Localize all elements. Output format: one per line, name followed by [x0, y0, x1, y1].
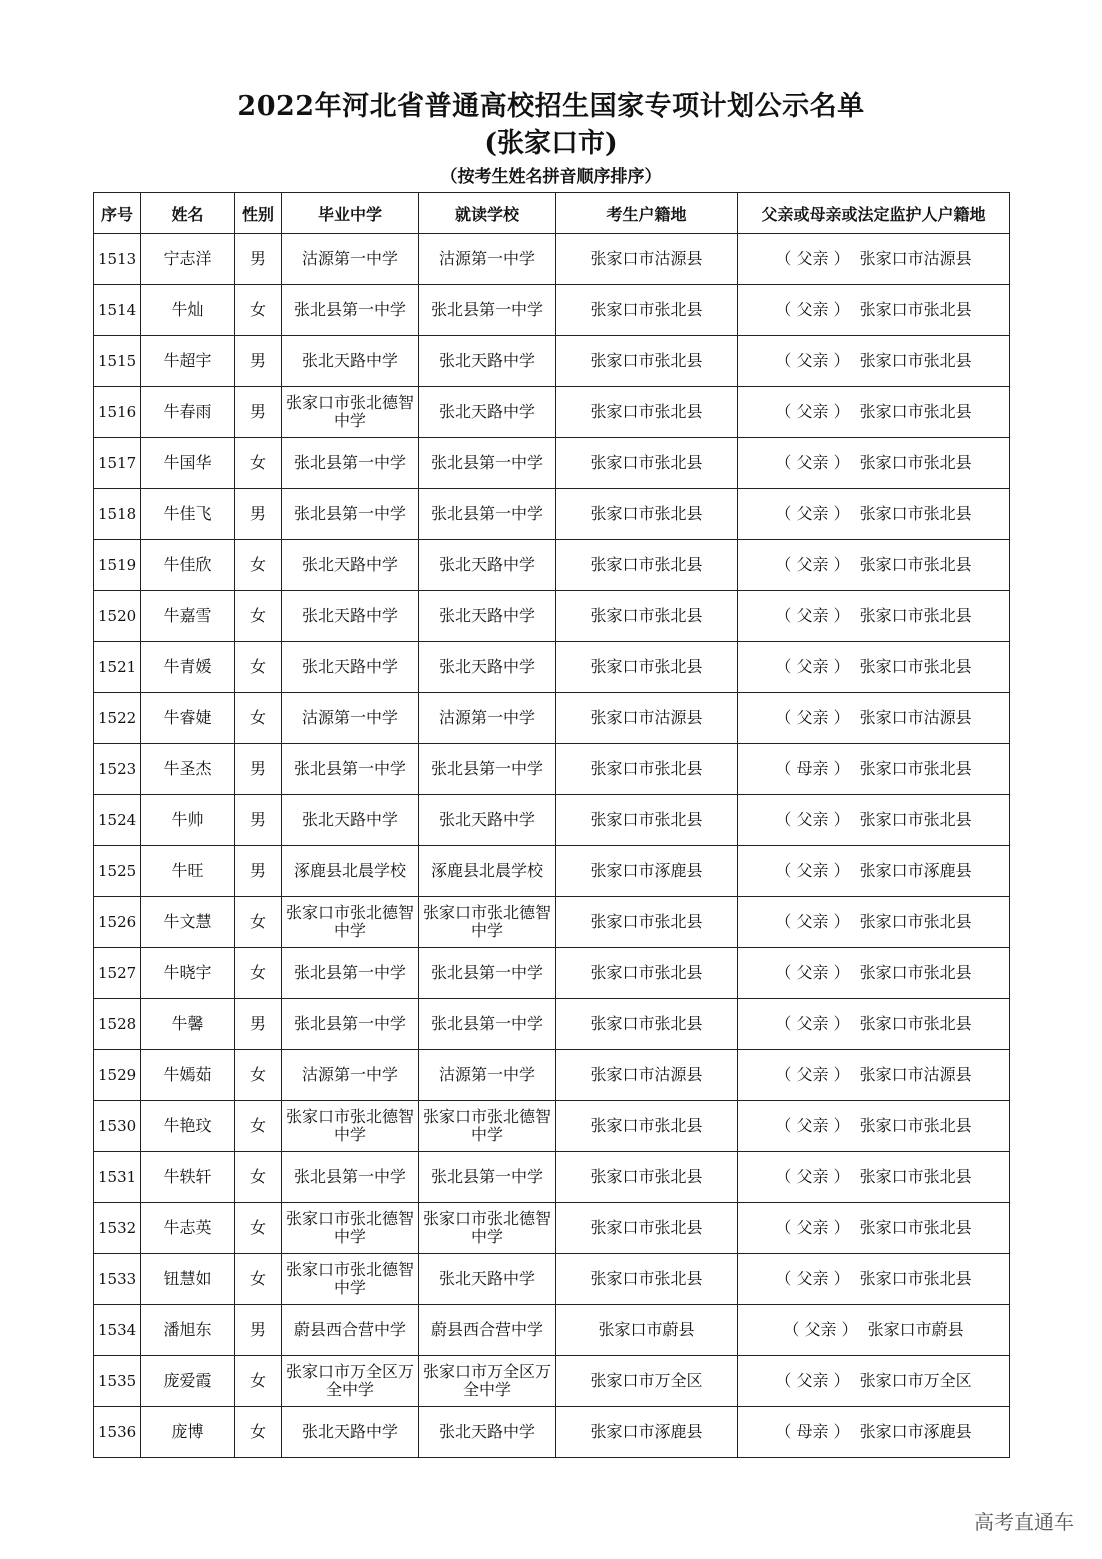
cell-current-school: 张北县第一中学: [419, 999, 556, 1050]
cell-gender: 女: [235, 438, 282, 489]
guardian-hukou: 张家口市张北县: [859, 1218, 972, 1237]
table-row: [94, 1356, 1010, 1407]
guardian-role: （ 母亲 ）: [775, 1422, 850, 1441]
cell-hukou: 张家口市张北县: [556, 999, 738, 1050]
table-row: [94, 744, 1010, 795]
cell-hukou: 张家口市蔚县: [556, 1305, 738, 1356]
cell-guardian: [738, 438, 1010, 489]
table-row: [94, 234, 1010, 285]
cell-current-school: 蔚县西合营中学: [419, 1305, 556, 1356]
cell-name: 牛睿婕: [141, 693, 235, 744]
cell-current-school: 张北天路中学: [419, 1254, 556, 1305]
table-row: [94, 999, 1010, 1050]
col-header-guardian-hukou: 父亲或母亲或法定监护人户籍地: [738, 193, 1010, 234]
table-row: [94, 948, 1010, 999]
table-row: [94, 540, 1010, 591]
sort-note: （按考生姓名拼音顺序排序）: [440, 167, 662, 187]
cell-grad-school: 涿鹿县北晨学校: [282, 846, 419, 897]
guardian-role: （ 父亲 ）: [775, 1269, 850, 1288]
cell-gender: 女: [235, 642, 282, 693]
cell-grad-school: 沽源第一中学: [282, 1050, 419, 1101]
cell-gender: 女: [235, 1356, 282, 1407]
cell-name: 牛佳欣: [141, 540, 235, 591]
cell-name: 庞爱霞: [141, 1356, 235, 1407]
cell-gender: 男: [235, 387, 282, 438]
cell-seq: 1519: [94, 540, 141, 591]
cell-guardian: [738, 1254, 1010, 1305]
cell-gender: 女: [235, 1152, 282, 1203]
guardian-role: （ 父亲 ）: [775, 861, 850, 880]
cell-grad-school: 张家口市万全区万全中学: [282, 1356, 419, 1407]
guardian-hukou: 张家口市蔚县: [867, 1320, 964, 1339]
cell-current-school: 张北天路中学: [419, 336, 556, 387]
cell-seq: 1523: [94, 744, 141, 795]
cell-seq: 1513: [94, 234, 141, 285]
cell-hukou: 张家口市张北县: [556, 744, 738, 795]
cell-grad-school: 张北县第一中学: [282, 285, 419, 336]
cell-current-school: 张北县第一中学: [419, 438, 556, 489]
cell-hukou: 张家口市张北县: [556, 1203, 738, 1254]
title-block: [0, 88, 1102, 190]
guardian-role: （ 母亲 ）: [775, 759, 850, 778]
cell-seq: 1524: [94, 795, 141, 846]
table-row: [94, 795, 1010, 846]
cell-current-school: 张北天路中学: [419, 540, 556, 591]
cell-current-school: 张北天路中学: [419, 795, 556, 846]
cell-seq: 1522: [94, 693, 141, 744]
cell-guardian: [738, 846, 1010, 897]
cell-hukou: 张家口市张北县: [556, 285, 738, 336]
cell-name: 牛轶轩: [141, 1152, 235, 1203]
cell-gender: 女: [235, 1101, 282, 1152]
cell-guardian: [738, 387, 1010, 438]
cell-hukou: 张家口市沽源县: [556, 234, 738, 285]
cell-guardian: [738, 1203, 1010, 1254]
cell-grad-school: 张家口市张北德智中学: [282, 897, 419, 948]
guardian-role: （ 父亲 ）: [775, 606, 850, 625]
guardian-hukou: 张家口市张北县: [859, 555, 972, 574]
cell-seq: 1534: [94, 1305, 141, 1356]
cell-name: 宁志洋: [141, 234, 235, 285]
cell-hukou: 张家口市张北县: [556, 897, 738, 948]
guardian-role: （ 父亲 ）: [775, 453, 850, 472]
cell-current-school: 张北县第一中学: [419, 1152, 556, 1203]
cell-guardian: [738, 999, 1010, 1050]
cell-gender: 女: [235, 1050, 282, 1101]
guardian-hukou: 张家口市张北县: [859, 1116, 972, 1135]
cell-hukou: 张家口市张北县: [556, 336, 738, 387]
guardian-role: （ 父亲 ）: [775, 1218, 850, 1237]
guardian-hukou: 张家口市张北县: [859, 657, 972, 676]
cell-guardian: [738, 234, 1010, 285]
cell-name: 牛嫣茹: [141, 1050, 235, 1101]
guardian-hukou: 张家口市涿鹿县: [859, 861, 972, 880]
table-row: [94, 642, 1010, 693]
guardian-role: （ 父亲 ）: [775, 963, 850, 982]
cell-guardian: [738, 1407, 1010, 1458]
cell-gender: 女: [235, 591, 282, 642]
table-row: [94, 1050, 1010, 1101]
cell-name: 牛春雨: [141, 387, 235, 438]
cell-grad-school: 张北天路中学: [282, 540, 419, 591]
cell-hukou: 张家口市涿鹿县: [556, 1407, 738, 1458]
cell-seq: 1515: [94, 336, 141, 387]
guardian-hukou: 张家口市沽源县: [859, 249, 972, 268]
guardian-role: （ 父亲 ）: [775, 1116, 850, 1135]
table-row: [94, 1152, 1010, 1203]
cell-gender: 女: [235, 1203, 282, 1254]
cell-seq: 1531: [94, 1152, 141, 1203]
cell-gender: 男: [235, 234, 282, 285]
cell-hukou: 张家口市沽源县: [556, 693, 738, 744]
cell-current-school: 张家口市万全区万全中学: [419, 1356, 556, 1407]
cell-guardian: [738, 693, 1010, 744]
table-row: [94, 336, 1010, 387]
cell-guardian: [738, 540, 1010, 591]
cell-guardian: [738, 1050, 1010, 1101]
cell-name: 潘旭东: [141, 1305, 235, 1356]
table-row: [94, 489, 1010, 540]
guardian-hukou: 张家口市张北县: [859, 810, 972, 829]
cell-guardian: [738, 1152, 1010, 1203]
cell-guardian: [738, 336, 1010, 387]
cell-gender: 男: [235, 1305, 282, 1356]
cell-name: 牛青媛: [141, 642, 235, 693]
cell-guardian: [738, 489, 1010, 540]
cell-hukou: 张家口市张北县: [556, 642, 738, 693]
guardian-hukou: 张家口市张北县: [859, 300, 972, 319]
cell-seq: 1518: [94, 489, 141, 540]
cell-grad-school: 张家口市张北德智中学: [282, 1203, 419, 1254]
cell-hukou: 张家口市张北县: [556, 540, 738, 591]
guardian-role: （ 父亲 ）: [775, 300, 850, 319]
cell-hukou: 张家口市涿鹿县: [556, 846, 738, 897]
cell-hukou: 张家口市张北县: [556, 438, 738, 489]
cell-gender: 女: [235, 285, 282, 336]
cell-guardian: [738, 795, 1010, 846]
guardian-hukou: 张家口市张北县: [859, 402, 972, 421]
cell-current-school: 张家口市张北德智中学: [419, 897, 556, 948]
cell-seq: 1529: [94, 1050, 141, 1101]
table-row: [94, 387, 1010, 438]
cell-gender: 男: [235, 795, 282, 846]
cell-gender: 男: [235, 846, 282, 897]
cell-seq: 1528: [94, 999, 141, 1050]
cell-seq: 1536: [94, 1407, 141, 1458]
guardian-role: （ 父亲 ）: [775, 810, 850, 829]
cell-name: 钮慧如: [141, 1254, 235, 1305]
cell-current-school: 沽源第一中学: [419, 1050, 556, 1101]
cell-name: 牛超宇: [141, 336, 235, 387]
cell-name: 牛文慧: [141, 897, 235, 948]
cell-guardian: [738, 1356, 1010, 1407]
cell-grad-school: 沽源第一中学: [282, 234, 419, 285]
cell-current-school: 张家口市张北德智中学: [419, 1203, 556, 1254]
cell-seq: 1520: [94, 591, 141, 642]
table-header-row: [94, 193, 1010, 234]
cell-current-school: 张北天路中学: [419, 1407, 556, 1458]
guardian-hukou: 张家口市张北县: [859, 504, 972, 523]
cell-hukou: 张家口市万全区: [556, 1356, 738, 1407]
cell-seq: 1535: [94, 1356, 141, 1407]
guardian-hukou: 张家口市张北县: [859, 453, 972, 472]
cell-name: 牛艳玟: [141, 1101, 235, 1152]
cell-current-school: 张家口市张北德智中学: [419, 1101, 556, 1152]
table-row: [94, 693, 1010, 744]
cell-hukou: 张家口市张北县: [556, 387, 738, 438]
guardian-hukou: 张家口市张北县: [859, 1269, 972, 1288]
guardian-hukou: 张家口市张北县: [859, 912, 972, 931]
col-header-current-school: 就读学校: [419, 193, 556, 234]
cell-name: 牛圣杰: [141, 744, 235, 795]
cell-grad-school: 张北县第一中学: [282, 1152, 419, 1203]
table-row: [94, 1101, 1010, 1152]
cell-gender: 男: [235, 999, 282, 1050]
cell-current-school: 沽源第一中学: [419, 693, 556, 744]
cell-guardian: [738, 897, 1010, 948]
cell-hukou: 张家口市张北县: [556, 1152, 738, 1203]
page-title: 2022年河北省普通高校招生国家专项计划公示名单: [237, 91, 865, 122]
cell-name: 牛旺: [141, 846, 235, 897]
cell-grad-school: 张北县第一中学: [282, 744, 419, 795]
cell-current-school: 张北县第一中学: [419, 744, 556, 795]
cell-hukou: 张家口市张北县: [556, 1254, 738, 1305]
guardian-hukou: 张家口市张北县: [859, 1167, 972, 1186]
watermark: 高考直通车: [974, 1510, 1074, 1534]
table-row: [94, 1305, 1010, 1356]
cell-gender: 男: [235, 744, 282, 795]
table-row: [94, 1254, 1010, 1305]
cell-hukou: 张家口市沽源县: [556, 1050, 738, 1101]
cell-grad-school: 张北县第一中学: [282, 948, 419, 999]
guardian-role: （ 父亲 ）: [775, 1065, 850, 1084]
cell-grad-school: 张北县第一中学: [282, 438, 419, 489]
guardian-hukou: 张家口市万全区: [859, 1371, 972, 1390]
cell-name: 庞博: [141, 1407, 235, 1458]
cell-guardian: [738, 1305, 1010, 1356]
cell-gender: 女: [235, 897, 282, 948]
guardian-role: （ 父亲 ）: [775, 1014, 850, 1033]
table-row: [94, 1407, 1010, 1458]
col-header-name: 姓名: [141, 193, 235, 234]
guardian-role: （ 父亲 ）: [775, 249, 850, 268]
cell-grad-school: 张北天路中学: [282, 642, 419, 693]
cell-current-school: 张北天路中学: [419, 642, 556, 693]
cell-current-school: 张北县第一中学: [419, 489, 556, 540]
guardian-role: （ 父亲 ）: [775, 708, 850, 727]
guardian-role: （ 父亲 ）: [775, 1167, 850, 1186]
table-row: [94, 285, 1010, 336]
table-row: [94, 846, 1010, 897]
cell-seq: 1533: [94, 1254, 141, 1305]
cell-hukou: 张家口市张北县: [556, 795, 738, 846]
cell-grad-school: 张北天路中学: [282, 795, 419, 846]
guardian-hukou: 张家口市涿鹿县: [859, 1422, 972, 1441]
cell-guardian: [738, 642, 1010, 693]
cell-name: 牛国华: [141, 438, 235, 489]
guardian-hukou: 张家口市张北县: [859, 606, 972, 625]
guardian-role: （ 父亲 ）: [783, 1320, 858, 1339]
cell-seq: 1532: [94, 1203, 141, 1254]
cell-hukou: 张家口市张北县: [556, 591, 738, 642]
col-header-grad-school: 毕业中学: [282, 193, 419, 234]
table-row: [94, 591, 1010, 642]
col-header-gender: 性别: [235, 193, 282, 234]
cell-gender: 男: [235, 489, 282, 540]
cell-gender: 女: [235, 1254, 282, 1305]
cell-guardian: [738, 285, 1010, 336]
cell-guardian: [738, 591, 1010, 642]
table-row: [94, 1203, 1010, 1254]
guardian-hukou: 张家口市张北县: [859, 963, 972, 982]
cell-seq: 1521: [94, 642, 141, 693]
cell-guardian: [738, 1101, 1010, 1152]
cell-seq: 1525: [94, 846, 141, 897]
guardian-role: （ 父亲 ）: [775, 1371, 850, 1390]
guardian-hukou: 张家口市沽源县: [859, 708, 972, 727]
cell-grad-school: 张家口市张北德智中学: [282, 387, 419, 438]
guardian-role: （ 父亲 ）: [775, 504, 850, 523]
cell-gender: 女: [235, 693, 282, 744]
cell-guardian: [738, 948, 1010, 999]
guardian-hukou: 张家口市沽源县: [859, 1065, 972, 1084]
guardian-hukou: 张家口市张北县: [859, 759, 972, 778]
cell-name: 牛佳飞: [141, 489, 235, 540]
cell-current-school: 张北天路中学: [419, 591, 556, 642]
cell-grad-school: 张北天路中学: [282, 591, 419, 642]
cell-gender: 女: [235, 1407, 282, 1458]
cell-grad-school: 张家口市张北德智中学: [282, 1254, 419, 1305]
table-body: [94, 234, 1010, 1458]
col-header-hukou: 考生户籍地: [556, 193, 738, 234]
guardian-hukou: 张家口市张北县: [859, 351, 972, 370]
table-row: [94, 897, 1010, 948]
cell-hukou: 张家口市张北县: [556, 489, 738, 540]
cell-grad-school: 张家口市张北德智中学: [282, 1101, 419, 1152]
cell-name: 牛志英: [141, 1203, 235, 1254]
guardian-role: （ 父亲 ）: [775, 402, 850, 421]
cell-grad-school: 张北县第一中学: [282, 489, 419, 540]
cell-seq: 1517: [94, 438, 141, 489]
cell-current-school: 张北天路中学: [419, 387, 556, 438]
cell-guardian: [738, 744, 1010, 795]
guardian-role: （ 父亲 ）: [775, 351, 850, 370]
guardian-hukou: 张家口市张北县: [859, 1014, 972, 1033]
col-header-seq: 序号: [94, 193, 141, 234]
cell-seq: 1526: [94, 897, 141, 948]
cell-seq: 1527: [94, 948, 141, 999]
cell-grad-school: 张北县第一中学: [282, 999, 419, 1050]
table-row: [94, 438, 1010, 489]
cell-grad-school: 张北天路中学: [282, 1407, 419, 1458]
cell-gender: 女: [235, 948, 282, 999]
cell-seq: 1516: [94, 387, 141, 438]
cell-gender: 男: [235, 336, 282, 387]
cell-current-school: 张北县第一中学: [419, 948, 556, 999]
cell-name: 牛晓宇: [141, 948, 235, 999]
cell-current-school: 张北县第一中学: [419, 285, 556, 336]
cell-name: 牛嘉雪: [141, 591, 235, 642]
cell-hukou: 张家口市张北县: [556, 1101, 738, 1152]
guardian-role: （ 父亲 ）: [775, 912, 850, 931]
guardian-role: （ 父亲 ）: [775, 555, 850, 574]
guardian-role: （ 父亲 ）: [775, 657, 850, 676]
cell-name: 牛灿: [141, 285, 235, 336]
page-subtitle: (张家口市): [484, 128, 618, 159]
cell-seq: 1530: [94, 1101, 141, 1152]
cell-name: 牛馨: [141, 999, 235, 1050]
cell-name: 牛帅: [141, 795, 235, 846]
cell-seq: 1514: [94, 285, 141, 336]
cell-hukou: 张家口市张北县: [556, 948, 738, 999]
cell-current-school: 沽源第一中学: [419, 234, 556, 285]
cell-grad-school: 沽源第一中学: [282, 693, 419, 744]
roster-table: [93, 192, 1010, 1458]
cell-current-school: 涿鹿县北晨学校: [419, 846, 556, 897]
cell-gender: 女: [235, 540, 282, 591]
cell-grad-school: 张北天路中学: [282, 336, 419, 387]
cell-grad-school: 蔚县西合营中学: [282, 1305, 419, 1356]
